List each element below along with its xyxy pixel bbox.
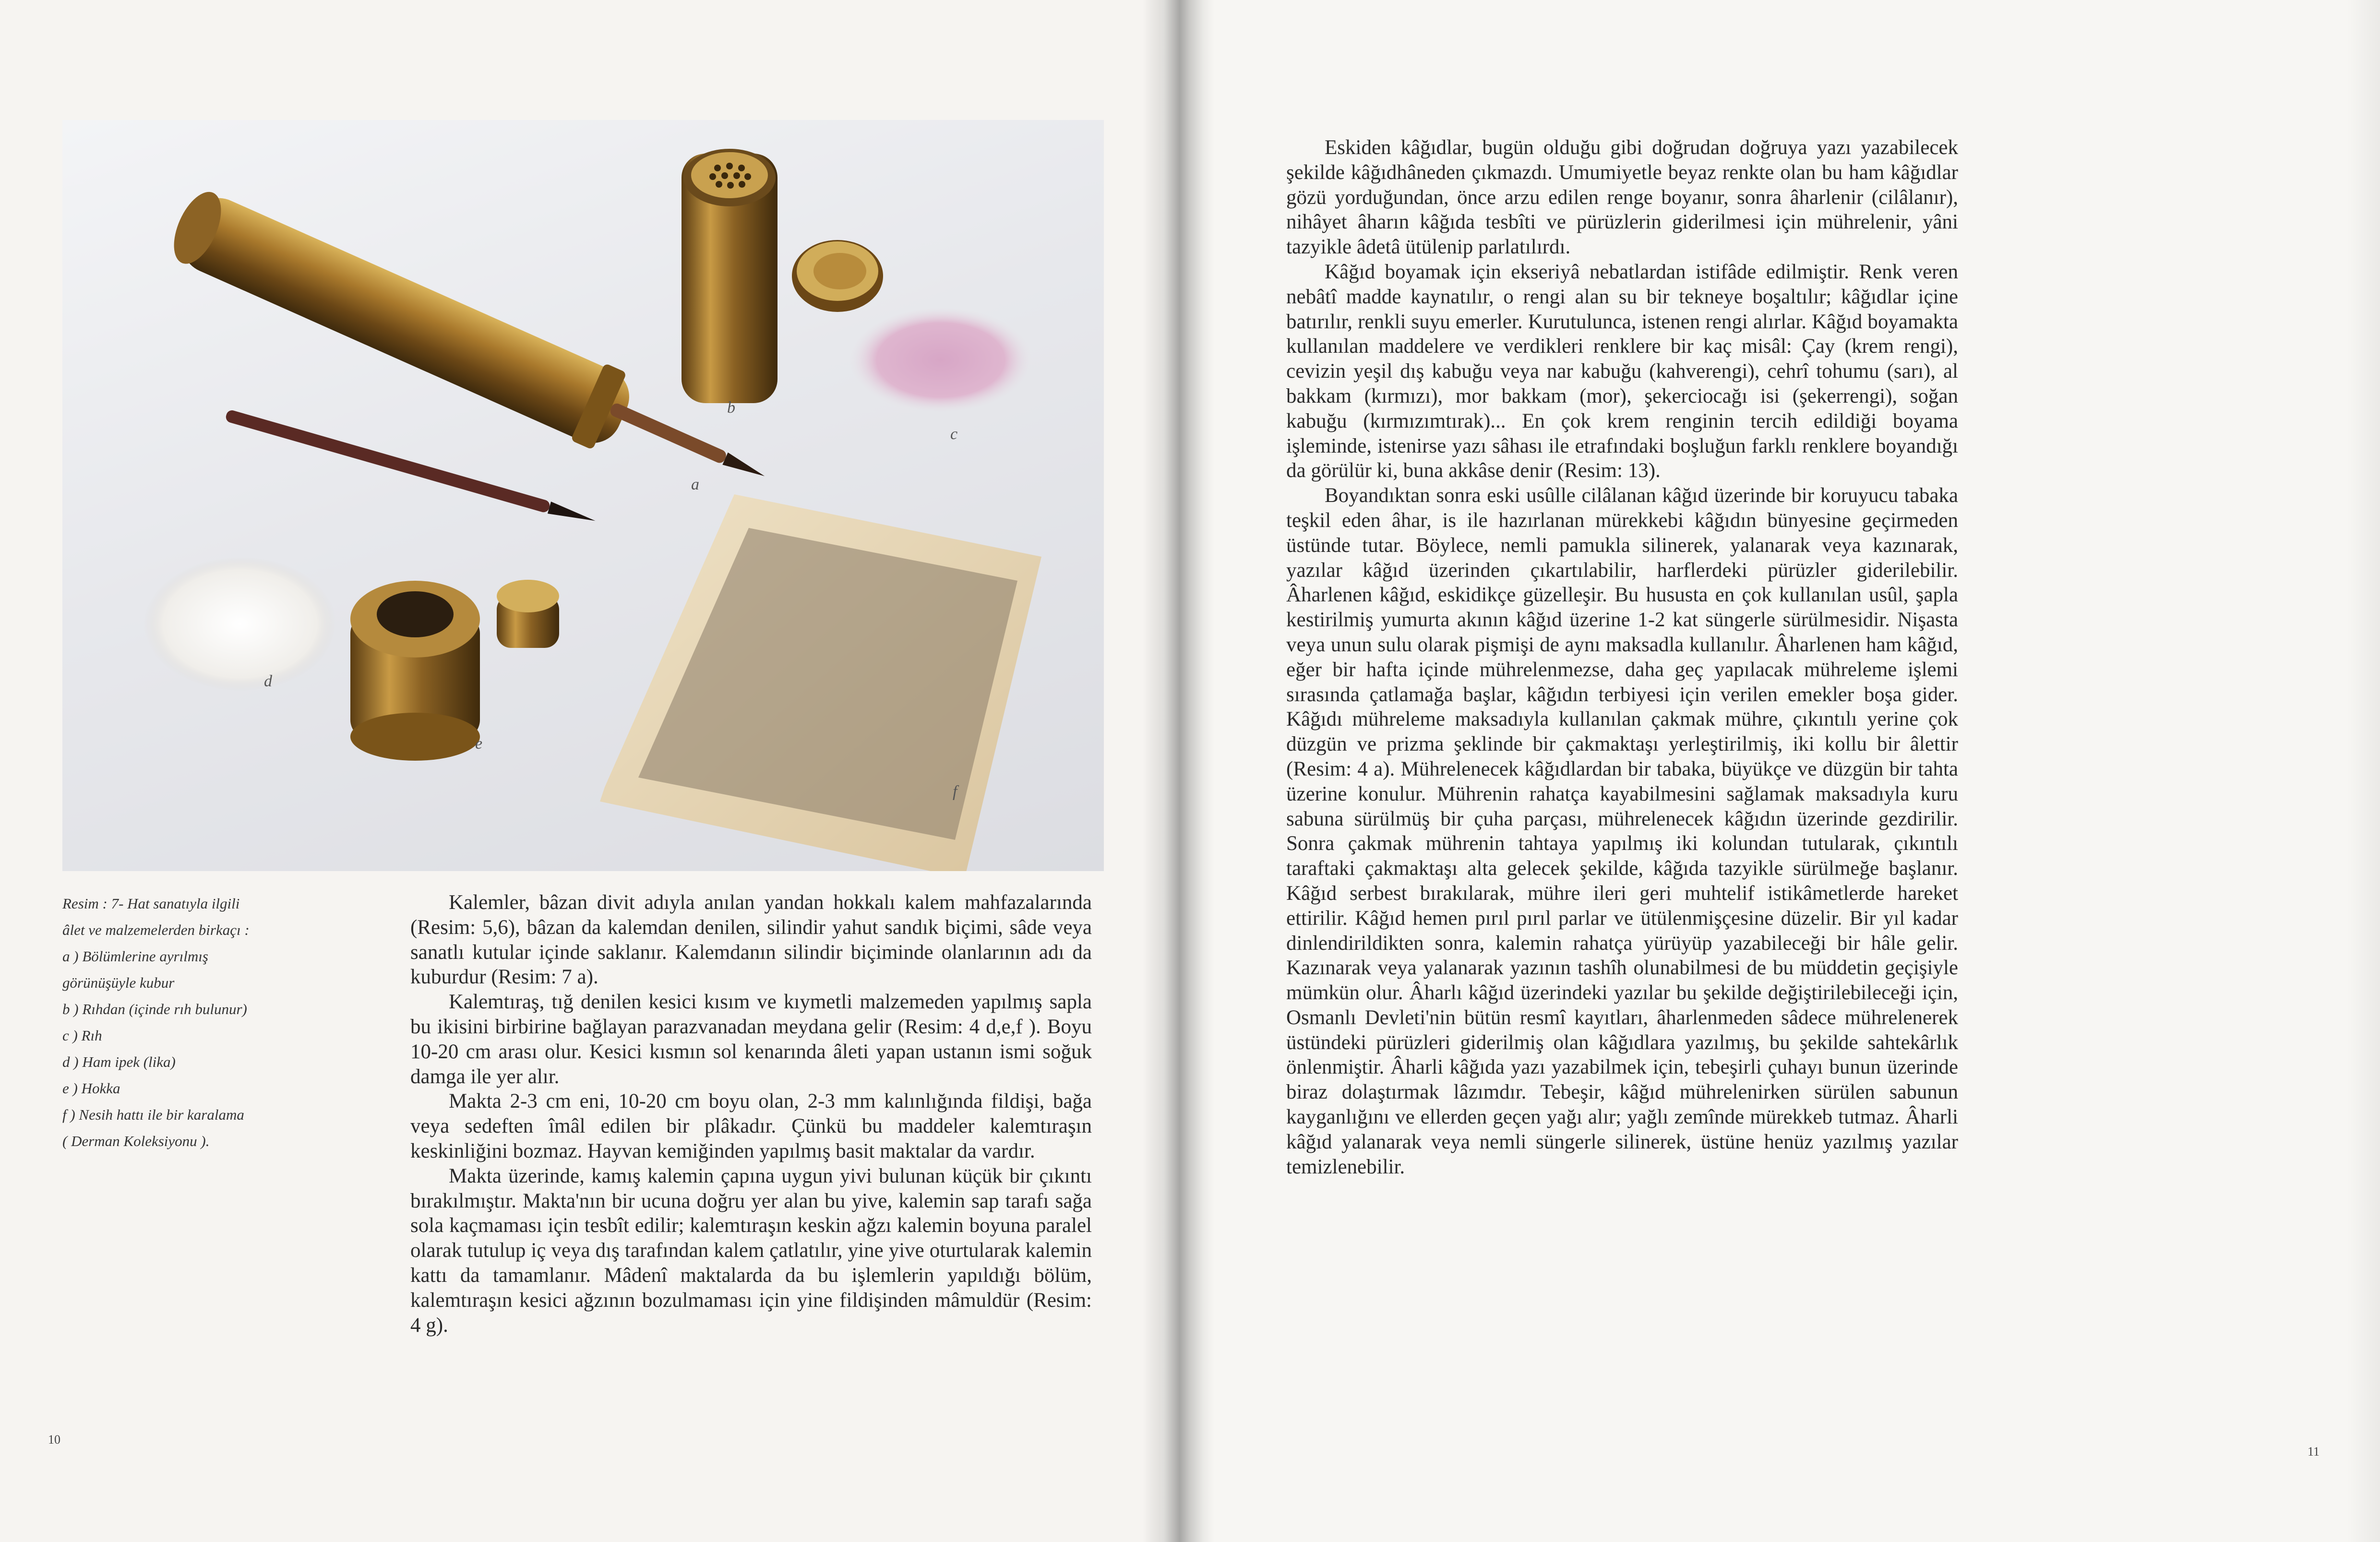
karalama-practice-sheet bbox=[600, 494, 1041, 871]
paragraph: Makta 2-3 cm eni, 10-20 cm boyu olan, 2-3 mm kalınlığında fildişi, bağa veya sedeften îmâl edilen bir plâkadır. Çünkü bu maddeler kalemtıraşın keskinliğini bozmaz. Hayvan kemiğinden yapılmış basit maktalar da vardır. bbox=[410, 1090, 1092, 1162]
right-body-text bbox=[1286, 135, 1958, 1179]
shaker-lid bbox=[792, 240, 883, 312]
caption-line: a ) Bölümlerine ayrılmış bbox=[62, 948, 208, 965]
paragraph: Kâğıd boyamak için ekseriyâ nebatlardan istifâde edilmiştir. Renk veren nebâtî madde kaynatılır, o rengi alan su bir tekneye boşaltılır; kâğıdlar içine batırılır, renkli suyu emerler. Kurutulunca, istenen rengi alırlar. Kâğıd boyamakta kullanılan maddelere ve verdikleri renklere bir kaç misâl: Çay (krem rengi), cevizin yeşil dış kabuğu veya nar kabuğu (kahverengi), cehrî tohumu (sarı), al bakkam (kırmızı), mor bakkam (mor), şekerciocağı isi (şekerrengi), soğan kabuğu (kırmızımtırak)... En çok krem renginin tercih edildiği boyama işleminde, istenirse yazı sâhası ile etrafındaki boşluğun farklı renklere boyandığı da görülür ki, buna akkâse denir (Resim: 13). bbox=[1286, 260, 1958, 482]
caption-line: f ) Nesih hattı ile bir karalama bbox=[62, 1106, 244, 1123]
reed-pen bbox=[225, 409, 597, 527]
label-e: e bbox=[475, 735, 483, 753]
caption-line: görünüşüyle kubur bbox=[62, 974, 175, 991]
photo-illustration bbox=[62, 120, 1104, 871]
rih-pink-sand bbox=[849, 307, 1032, 413]
paragraph: Boyandıktan sonra eski usûlle cilâlanan kâğıd üzerinde bir koruyucu tabaka teşkil eden âhar, is ile hazırlanan mürekkebi kâğıdın bünyesine geçirmeden üstünde tutar. Böylece, nemli pamukla silinerek, yalanarak veya kazınarak, yazılar kâğıd üzerinden çıkartılabilir, harflerdeki pürüzler giderilebilir. Âharlenen kâğıd, eskidikçe güzelleşir. Bu hususta en çok kullanılan usûl, şapla kestirilmiş yumurta akının kâğıd üzerine 1-2 kat süngerle sürülmesidir. Nişasta veya unun sulu olarak pişmişi de aynı maksadla kullanılır. Âharlenen ham kâğıd, eğer bir hafta içinde mührelenmezse, daha geç yapılacak mühreleme işlemi sırasında çatlamağa başlar, kâğıdın terbiyesi için verilen emekler boşa gider. Kâğıdı mühreleme maksadıyla kullanılan çakmak mühre, çıkıntılı yerine çok düzgün ve prizma şeklinde bir çakmaktaşı yerleştirilmiş, iki kollu bir âlettir (Resim: 4 a). Mührelenecek kâğıdlardan bir tabaka, büyükçe ve düzgün bir tahta üzerine konulur. Mührenin rahatça kayabilmesini sağlamak maksadıyla kuru sabuna sürülmüş bir çuha parçası, mührelenecek kâğıdın üzerinde gezdirilir. Sonra çakmak mührenin tahtaya yapılmış iki kolundan tutularak, çıkıntılı taraftaki çakmaktaşı alta gelecek şekilde, kâğıda tazyikle sürülmeğe başlanır. Kâğıd serbest bırakılarak, mühre ileri geri muhtelif istikâmetlerde hareket ettirilir. Kâğıd hemen pırıl pırıl parlar ve ütülenmişçesine düzelir. Bir yıl kadar dinlendirildikten sonra, kalemin rahatça yürüyüp yazabileceği bir hâle gelir. Kazınarak veya yalanarak yazının tashîh olunabilmesi de bu müddetin geçişiyle mümkün olur. Âharlı kâğıd üzerindeki yazılar bu şekilde değiştirilebileceği için, Osmanlı Devleti'nin bütün resmî kayıtları, âharlenmeden sâdece mührelenerek üstündeki pürüzleri giderilmiş olan kâğıdlara yazılmış, bu şekilde sahtekârlık önlenmiştir. Âharli kâğıda yazı yazabilmek için, tebeşirli çuhayı bunun üzerinde biraz dolaştırmak lâzımdır. Tebeşir, kâğıd mührelenirken sürülen sabunun kayganlığını ve ellerden geçen yağı alır; yağlı zemînde mürekkeb tutmaz. Âharli kâğıd yalanarak veya nemli süngerle silinerek, üstüne henüz yazılmış yazılar temizlenebilir. bbox=[1286, 484, 1958, 1178]
calligraphy-tools-photo bbox=[62, 120, 1104, 871]
paragraph: Kalemler, bâzan divit adıyla anılan yandan hokkalı kalem mahfazalarında (Resim: 5,6), bâzan da kalemdan denilen, silindir yahut sandık biçimi, sâde veya sanatlı kutular içinde saklanır. Kalemdanın silindir biçiminde olanlarının adı da kuburdur (Resim: 7 a). bbox=[410, 891, 1092, 989]
inkwell-lid bbox=[497, 580, 559, 648]
page-number-left: 10 bbox=[48, 1433, 60, 1446]
label-a: a bbox=[691, 476, 699, 493]
label-b: b bbox=[727, 399, 735, 417]
caption-line: Resim : 7- Hat sanatıyla ilgili bbox=[62, 895, 240, 912]
caption-line: e ) Hokka bbox=[62, 1080, 120, 1097]
right-page bbox=[1160, 0, 2380, 1542]
caption-line: âlet ve malzemelerden birkaçı : bbox=[62, 921, 250, 938]
caption-line: b ) Rıhdan (içinde rıh bulunur) bbox=[62, 1001, 247, 1017]
paragraph: Kalemtıraş, tığ denilen kesici kısım ve kıymetli malzemeden yapılmış sapla bu ikisini birbirine bağlayan parazvanadan meydana gelir (Resim: 4 d,e,f ). Boyu 10-20 cm arası olur. Kesici kısmın sol kenarında âleti yapan ustanın ismi soğuk damga ile yer alır. bbox=[410, 991, 1092, 1088]
left-page bbox=[0, 0, 1160, 1542]
paragraph: Makta üzerinde, kamış kalemin çapına uygun yivi bulunan küçük bir çıkıntı bırakılmıştır. Makta'nın bir ucuna doğru yer alan bu yive, kalemin sap tarafı sağa sola kaçmaması için tesbît edilir; kalemtıraşın keskin ağzı kalemin boyuna paralel olarak tutulup iç veya dış tarafından kalem çatlatılır, yine yive oturtularak kalemin kattı da tamamlanır. Mâdenî maktalarda da bu işlemlerin yapıldığı bölüm, kalemtıraşın kesici ağzının bozulmaması için yine fildişinden mâmuldür (Resim: 4 g). bbox=[410, 1164, 1092, 1337]
label-d: d bbox=[264, 672, 272, 690]
hokka-inkwell bbox=[350, 581, 483, 761]
paragraph: Eskiden kâğıdlar, bugün olduğu gibi doğrudan doğruya yazı yazabilecek şekilde kâğıdhâneden çıkmazdı. Umumiyetle beyaz renkte olan bu ham kâğıdlar gözü yorduğundan, önce arzu edilen renge boyanır, sonra âharlenir (cilâlanır), nihâyet âharın kâğıda tesbîti ve pürüzlerin giderilmesi için mührelenir, yâni tazyikle âdetâ ütülenip parlatılırdı. bbox=[1286, 136, 1958, 259]
figure-caption bbox=[62, 890, 331, 1154]
caption-line: c ) Rıh bbox=[62, 1027, 102, 1044]
raw-silk-lika bbox=[144, 557, 336, 691]
left-body-text bbox=[410, 890, 1092, 1338]
page-edge-shadow bbox=[2346, 0, 2380, 1542]
page-number-right: 11 bbox=[2308, 1445, 2320, 1458]
book-gutter bbox=[1142, 0, 1214, 1542]
label-c: c bbox=[950, 425, 958, 443]
label-f: f bbox=[953, 783, 957, 801]
caption-line: ( Derman Koleksiyonu ). bbox=[62, 1133, 210, 1149]
rihdan-sand-shaker bbox=[682, 149, 777, 403]
caption-line: d ) Ham ipek (lika) bbox=[62, 1053, 176, 1070]
